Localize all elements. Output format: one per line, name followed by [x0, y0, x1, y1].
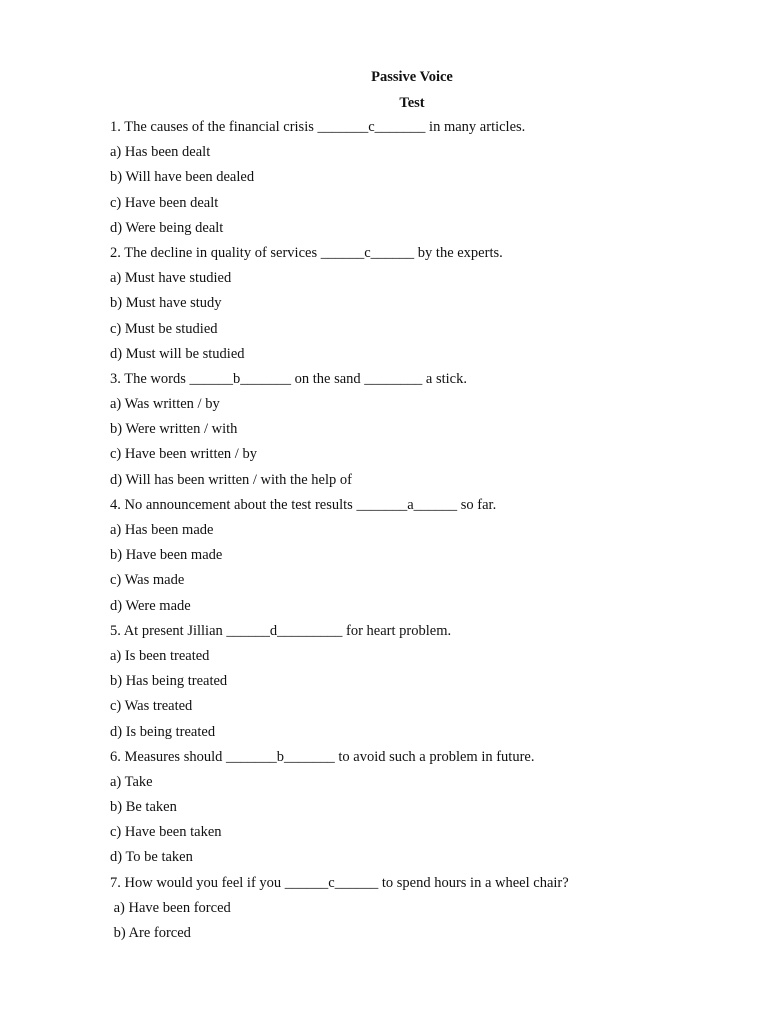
answer-option: a) Has been made — [110, 522, 214, 538]
question-line: 7. How would you feel if you ______c______ to spend hours in a wheel chair? — [110, 874, 569, 891]
answer-option: a) Take — [110, 773, 153, 790]
question-line: 1. The causes of the financial crisis _______c_______ in many articles. — [110, 119, 526, 135]
answer-option: a) Have been forced — [110, 899, 231, 916]
answer-option: a) Must have studied — [110, 270, 232, 287]
answer-option: c) Have been taken — [110, 824, 222, 841]
answer-option: a) Was written / by — [110, 396, 220, 413]
answer-option: d) Were being dealt — [110, 219, 224, 236]
answer-option: d) Were made — [110, 597, 191, 614]
answer-option: c) Was made — [110, 572, 185, 589]
answer-option: c) Must be studied — [110, 320, 218, 337]
question-line: 3. The words ______b_______ on the sand ________ a stick. — [110, 370, 467, 387]
answer-option: c) Have been dealt — [110, 194, 219, 211]
question-line: 5. At present Jillian ______d_________ for heart problem. — [110, 622, 452, 639]
answer-option: b) Were written / with — [110, 421, 238, 438]
answer-option: d) Is being treated — [110, 723, 216, 740]
answer-option: b) Be taken — [110, 799, 177, 816]
question-line: 4. No announcement about the test results _______a______ so far. — [110, 496, 497, 513]
answer-option: a) Is been treated — [110, 647, 210, 664]
answer-option: b) Must have study — [110, 295, 222, 312]
answer-option: a) Has been dealt — [110, 144, 211, 161]
document-subtitle: Test — [399, 95, 425, 111]
question-line: 6. Measures should _______b_______ to avoid such a problem in future. — [110, 748, 535, 765]
answer-option: c) Have been written / by — [110, 446, 257, 463]
question-line: 2. The decline in quality of services ______c______ by the experts. — [110, 244, 503, 261]
answer-option: b) Has being treated — [110, 673, 228, 690]
answer-option: d) Will has been written / with the help of — [110, 471, 352, 488]
document-title: Passive Voice — [371, 69, 453, 85]
answer-option: b) Are forced — [110, 925, 191, 941]
answer-option: b) Will have been dealed — [110, 169, 255, 186]
question-list — [110, 117, 569, 948]
answer-option: d) To be taken — [110, 849, 193, 866]
answer-option: c) Was treated — [110, 698, 193, 715]
answer-option: b) Have been made — [110, 547, 223, 564]
answer-option: d) Must will be studied — [110, 345, 245, 362]
